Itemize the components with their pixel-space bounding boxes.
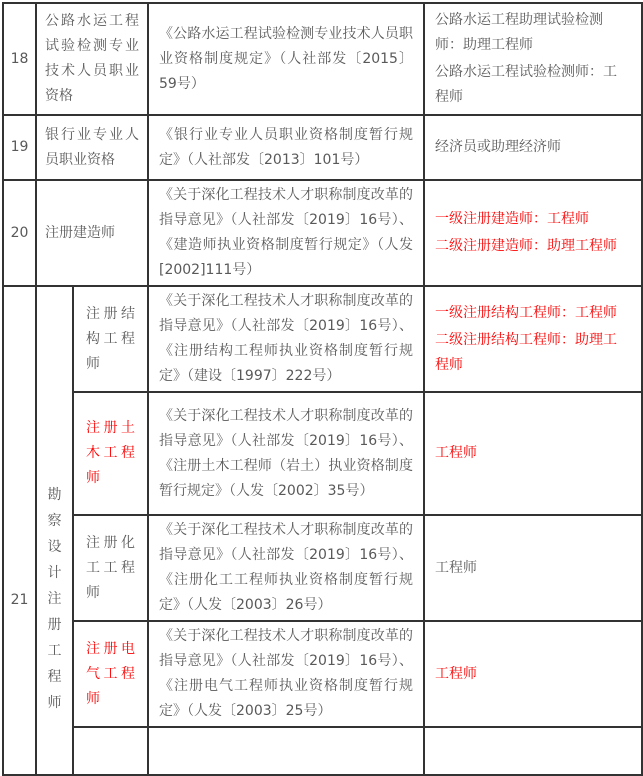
corresponding-title-cell	[424, 180, 642, 286]
row-number: 20	[3, 180, 36, 286]
group-label-cell	[36, 286, 73, 775]
corresponding-title-cell	[424, 727, 642, 775]
table-row-20	[3, 180, 642, 286]
policy-basis-cell: 《关于深化工程技术人才职称制度改革的指导意见》（人社部发〔2019〕16号）、《注册化工工程师执业资格制度暂行规定》（人发〔2003〕26号）	[148, 515, 424, 621]
table-row-21-chemical	[3, 515, 642, 621]
corresponding-title-cell	[424, 621, 642, 727]
title-line: 公路水运工程助理试验检测师：助理工程师	[435, 12, 603, 53]
corresponding-title-cell	[424, 3, 642, 115]
corresponding-title-cell	[424, 286, 642, 392]
sub-qualification-name-cell: 注册结构工程师	[73, 286, 148, 392]
sub-qualification-name-cell: 注册电气工程师	[73, 621, 148, 727]
row-number: 18	[3, 3, 36, 115]
policy-basis-cell: 《关于深化工程技术人才职称制度改革的指导意见》（人社部发〔2019〕16号）、《注册结构工程师执业资格制度暂行规定》（建设〔1997〕222号）	[148, 286, 424, 392]
title-line: 一级注册建造师：工程师	[435, 211, 589, 227]
sub-qualification-name-cell: 注册化工工程师	[73, 515, 148, 621]
policy-basis-cell: 《公路水运工程试验检测专业技术人员职业资格制度规定》（人社部发〔2015〕59号）	[148, 3, 424, 115]
table-row-21-clipped	[3, 727, 642, 775]
row-number: 19	[3, 115, 36, 180]
sub-qualification-name-cell	[73, 727, 148, 775]
corresponding-title-cell	[424, 392, 642, 515]
row-number: 21	[3, 286, 36, 775]
policy-basis-cell: 《关于深化工程技术人才职称制度改革的指导意见》（人社部发〔2019〕16号）、《注册电气工程师执业资格制度暂行规定》（人发〔2003〕25号）	[148, 621, 424, 727]
title-line: 一级注册结构工程师：工程师	[435, 304, 617, 321]
title-line: 工程师	[435, 559, 477, 576]
title-line: 工程师	[435, 665, 477, 682]
title-line: 公路水运工程试验检测师：工程师	[435, 64, 617, 105]
corresponding-title-cell	[424, 115, 642, 180]
title-line: 二级注册结构工程师：助理工程师	[435, 331, 617, 373]
qualification-name-cell: 注册建造师	[36, 180, 148, 286]
table-row-21-civil	[3, 392, 642, 515]
policy-basis-cell: 《关于深化工程技术人才职称制度改革的指导意见》（人社部发〔2019〕16号）、《注册土木工程师（岩土）执业资格制度暂行规定》（人发〔2002〕35号）	[148, 392, 424, 515]
corresponding-title-cell	[424, 515, 642, 621]
policy-basis-cell	[148, 727, 424, 775]
title-line: 经济员或助理经济师	[435, 139, 561, 155]
title-line: 二级注册建造师：助理工程师	[435, 238, 617, 254]
qualification-title-table	[2, 2, 643, 776]
vertical-group-label: 勘察设计注册工程师	[47, 487, 62, 711]
table-row-18	[3, 3, 642, 115]
policy-basis-cell: 《银行业专业人员职业资格制度暂行规定》（人社部发〔2013〕101号）	[148, 115, 424, 180]
sub-qualification-name-cell: 注册土木工程师	[73, 392, 148, 515]
qualification-name-cell: 公路水运工程试验检测专业技术人员职业资格	[36, 3, 148, 115]
table-row-21-electrical	[3, 621, 642, 727]
title-line: 工程师	[435, 445, 477, 461]
table-row-21-structural	[3, 286, 642, 392]
policy-basis-cell: 《关于深化工程技术人才职称制度改革的指导意见》（人社部发〔2019〕16号）、《建造师执业资格制度暂行规定》（人发[2002]111号）	[148, 180, 424, 286]
qualification-name-cell: 银行业专业人员职业资格	[36, 115, 148, 180]
table-row-19	[3, 115, 642, 180]
